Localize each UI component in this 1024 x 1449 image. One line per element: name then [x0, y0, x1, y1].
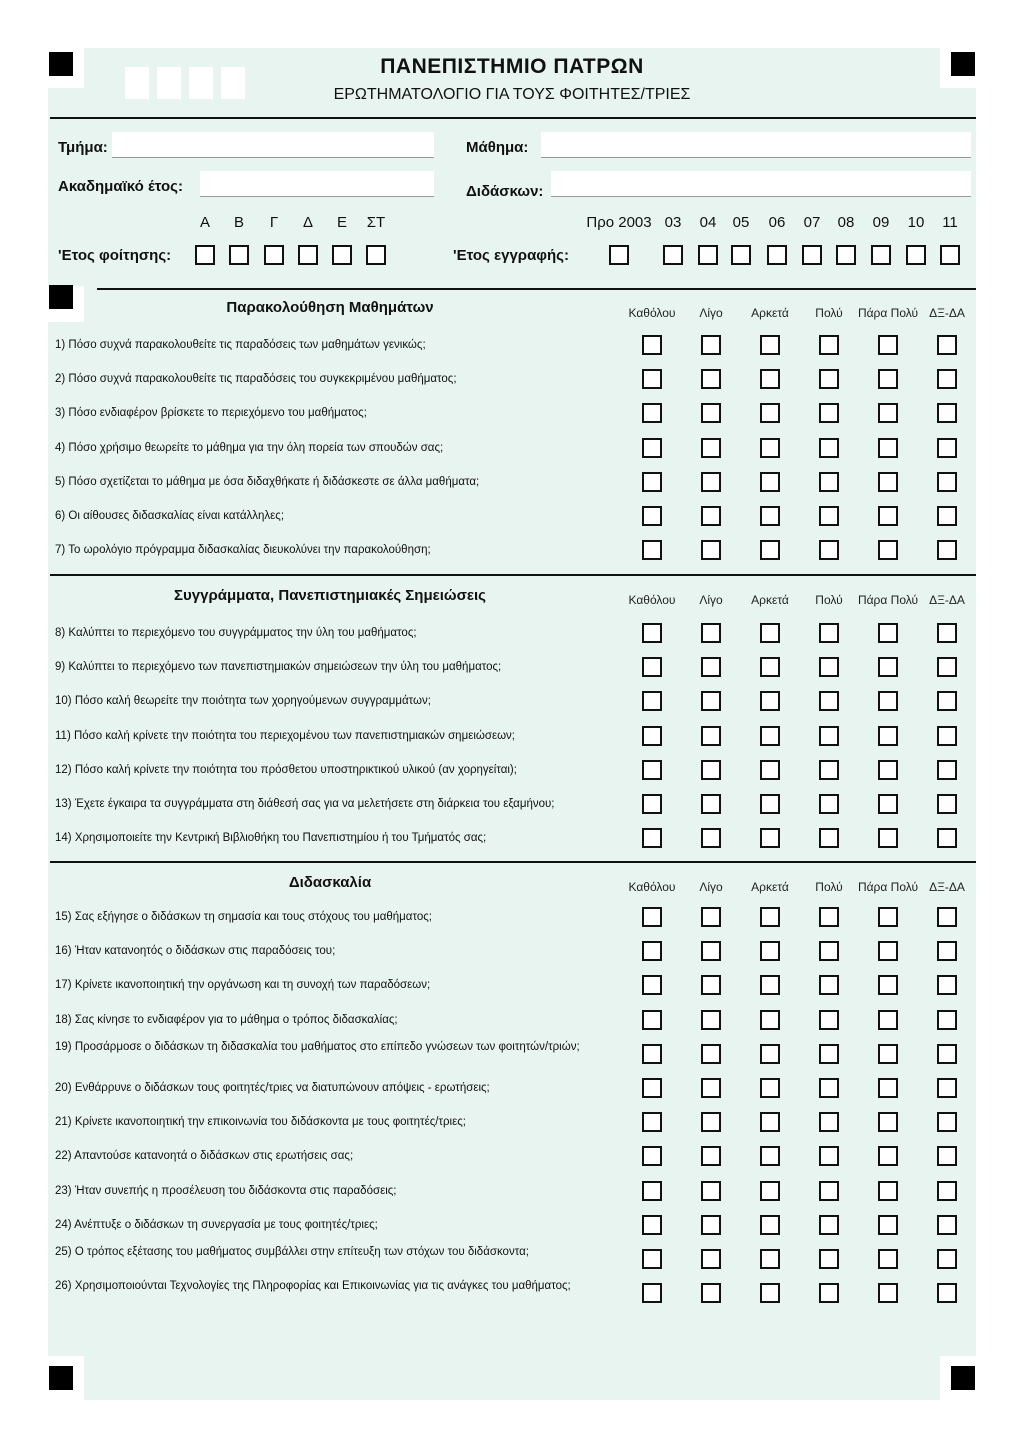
- rating-checkbox[interactable]: [937, 794, 957, 814]
- rating-checkbox[interactable]: [878, 1283, 898, 1303]
- rating-checkbox[interactable]: [937, 472, 957, 492]
- study-year-option-label: ΣΤ: [366, 214, 386, 231]
- rating-checkbox[interactable]: [642, 472, 662, 492]
- rating-checkbox[interactable]: [642, 691, 662, 711]
- rating-checkbox[interactable]: [878, 907, 898, 927]
- rating-checkbox[interactable]: [819, 1078, 839, 1098]
- rating-checkbox[interactable]: [819, 1249, 839, 1269]
- scale-label: Πολύ: [815, 306, 843, 320]
- rating-checkbox[interactable]: [937, 1010, 957, 1030]
- rating-checkbox[interactable]: [878, 540, 898, 560]
- rating-checkbox[interactable]: [760, 975, 780, 995]
- enrollment-year-option-label: 04: [699, 214, 717, 231]
- rating-checkbox[interactable]: [701, 1249, 721, 1269]
- rating-checkbox[interactable]: [701, 506, 721, 526]
- study-year-option-label: Ε: [336, 214, 347, 231]
- rating-checkbox[interactable]: [819, 657, 839, 677]
- study-year-checkbox[interactable]: [195, 245, 215, 265]
- rating-checkbox[interactable]: [760, 335, 780, 355]
- rating-checkbox[interactable]: [642, 1010, 662, 1030]
- study-year-option-label: Γ: [269, 214, 279, 231]
- rating-checkbox[interactable]: [760, 1112, 780, 1132]
- rating-checkbox[interactable]: [760, 941, 780, 961]
- rating-checkbox[interactable]: [642, 726, 662, 746]
- rating-checkbox[interactable]: [642, 1249, 662, 1269]
- rating-checkbox[interactable]: [760, 726, 780, 746]
- rating-checkbox[interactable]: [937, 657, 957, 677]
- course-label: Μάθημα:: [466, 139, 529, 156]
- question-text: 16) Ήταν κατανοητός ο διδάσκων στις παραδόσεις του;: [55, 945, 336, 957]
- rating-checkbox[interactable]: [819, 760, 839, 780]
- rating-checkbox[interactable]: [819, 369, 839, 389]
- rating-checkbox[interactable]: [701, 1181, 721, 1201]
- form-title: ΕΡΩΤΗΜΑΤΟΛΟΓΙΟ ΓΙΑ ΤΟΥΣ ΦΟΙΤΗΤΕΣ/ΤΡΙΕΣ: [333, 86, 691, 103]
- rating-checkbox[interactable]: [701, 369, 721, 389]
- rating-checkbox[interactable]: [701, 760, 721, 780]
- rating-checkbox[interactable]: [937, 506, 957, 526]
- scale-label: Καθόλου: [628, 306, 676, 320]
- rating-checkbox[interactable]: [878, 760, 898, 780]
- rating-checkbox[interactable]: [878, 1146, 898, 1166]
- rating-checkbox[interactable]: [701, 907, 721, 927]
- rating-checkbox[interactable]: [878, 975, 898, 995]
- question-text: 1) Πόσο συχνά παρακολουθείτε τις παραδόσεις των μαθημάτων γενικώς;: [55, 339, 426, 351]
- rating-checkbox[interactable]: [642, 657, 662, 677]
- rating-checkbox[interactable]: [878, 438, 898, 458]
- rating-checkbox[interactable]: [701, 540, 721, 560]
- rating-checkbox[interactable]: [937, 975, 957, 995]
- rating-checkbox[interactable]: [642, 369, 662, 389]
- rating-checkbox[interactable]: [642, 941, 662, 961]
- question-text: 12) Πόσο καλή κρίνετε την ποιότητα του πρόσθετου υποστηρικτικού υλικού (αν χορηγείται);: [55, 764, 517, 776]
- question-text: 10) Πόσο καλή θεωρείτε την ποιότητα των χορηγούμενων συγγραμμάτων;: [55, 695, 431, 707]
- rating-checkbox[interactable]: [819, 1044, 839, 1064]
- study-year-checkbox[interactable]: [229, 245, 249, 265]
- rating-checkbox[interactable]: [878, 335, 898, 355]
- rating-checkbox[interactable]: [701, 975, 721, 995]
- section-title: Συγγράμματα, Πανεπιστημιακές Σημειώσεις: [174, 587, 486, 604]
- rating-checkbox[interactable]: [701, 794, 721, 814]
- rating-checkbox[interactable]: [937, 335, 957, 355]
- question-text: 26) Χρησιμοποιούνται Τεχνολογίες της Πληροφορίας και Επικοινωνίας για τις ανάγκες του μαθήματος;: [55, 1280, 571, 1292]
- registration-marker: [951, 1366, 975, 1390]
- registration-marker: [49, 1366, 73, 1390]
- rating-checkbox[interactable]: [819, 1010, 839, 1030]
- section-title: Παρακολούθηση Μαθημάτων: [226, 299, 434, 316]
- rating-checkbox[interactable]: [760, 438, 780, 458]
- question-text: 4) Πόσο χρήσιμο θεωρείτε το μάθημα για την όλη πορεία των σπουδών σας;: [55, 442, 444, 454]
- rating-checkbox[interactable]: [642, 1044, 662, 1064]
- rating-checkbox[interactable]: [642, 907, 662, 927]
- rating-checkbox[interactable]: [878, 828, 898, 848]
- rating-checkbox[interactable]: [642, 1146, 662, 1166]
- rating-checkbox[interactable]: [937, 1146, 957, 1166]
- rating-checkbox[interactable]: [760, 623, 780, 643]
- rating-checkbox[interactable]: [878, 726, 898, 746]
- enrollment-year-checkbox[interactable]: [836, 245, 856, 265]
- rating-checkbox[interactable]: [878, 506, 898, 526]
- question-text: 11) Πόσο καλή κρίνετε την ποιότητα του περιεχομένου των πανεπιστημιακών σημειώσεων;: [55, 730, 516, 742]
- rating-checkbox[interactable]: [760, 540, 780, 560]
- scale-label: Καθόλου: [628, 593, 676, 607]
- scale-label: Αρκετά: [751, 593, 789, 607]
- study-year-checkbox[interactable]: [332, 245, 352, 265]
- rating-checkbox[interactable]: [937, 438, 957, 458]
- rating-checkbox[interactable]: [760, 1044, 780, 1064]
- section-divider: [97, 288, 976, 290]
- question-text: 18) Σας κίνησε το ενδιαφέρον για το μάθημα ο τρόπος διδασκαλίας;: [55, 1014, 398, 1026]
- rating-checkbox[interactable]: [819, 403, 839, 423]
- section-divider: [50, 574, 976, 576]
- rating-checkbox[interactable]: [878, 794, 898, 814]
- enrollment-year-checkbox[interactable]: [663, 245, 683, 265]
- rating-checkbox[interactable]: [878, 623, 898, 643]
- rating-checkbox[interactable]: [701, 1078, 721, 1098]
- department-input[interactable]: [112, 132, 434, 158]
- question-text: 19) Προσάρμοσε ο διδάσκων τη διδασκαλία του μαθήματος στο επίπεδο γνώσεων των φοιτητών/τριών;: [55, 1041, 580, 1053]
- department-label: Τμήμα:: [58, 139, 108, 156]
- rating-checkbox[interactable]: [701, 657, 721, 677]
- question-text: 8) Καλύπτει το περιεχόμενο του συγγράμματος την ύλη του μαθήματος;: [55, 627, 417, 639]
- rating-checkbox[interactable]: [937, 691, 957, 711]
- study-year-option-label: Α: [199, 214, 210, 231]
- rating-checkbox[interactable]: [642, 506, 662, 526]
- enrollment-year-option-label: 11: [942, 214, 958, 231]
- rating-checkbox[interactable]: [878, 1215, 898, 1235]
- enrollment-year-label: 'Ετος εγγραφής:: [453, 247, 569, 264]
- rating-checkbox[interactable]: [642, 828, 662, 848]
- scale-label: Αρκετά: [751, 880, 789, 894]
- rating-checkbox[interactable]: [642, 1181, 662, 1201]
- rating-checkbox[interactable]: [937, 1181, 957, 1201]
- scale-label: Πάρα Πολύ: [857, 880, 919, 894]
- scale-label: Καθόλου: [628, 880, 676, 894]
- rating-checkbox[interactable]: [937, 1078, 957, 1098]
- rating-checkbox[interactable]: [701, 403, 721, 423]
- rating-checkbox[interactable]: [819, 828, 839, 848]
- rating-checkbox[interactable]: [760, 794, 780, 814]
- enrollment-year-option-label: 08: [837, 214, 855, 231]
- instructor-input[interactable]: [551, 171, 971, 197]
- scale-label: Πολύ: [815, 880, 843, 894]
- enrollment-year-checkbox[interactable]: [871, 245, 891, 265]
- section-divider: [50, 861, 976, 863]
- question-text: 5) Πόσο σχετίζεται το μάθημα με όσα διδαχθήκατε ή διδάσκεστε σε άλλα μαθήματα;: [55, 476, 480, 488]
- rating-checkbox[interactable]: [760, 1010, 780, 1030]
- rating-checkbox[interactable]: [701, 726, 721, 746]
- question-text: 6) Οι αίθουσες διδασκαλίας είναι κατάλληλες;: [55, 510, 285, 522]
- rating-checkbox[interactable]: [760, 506, 780, 526]
- instructor-label: Διδάσκων:: [466, 183, 544, 200]
- rating-checkbox[interactable]: [760, 1283, 780, 1303]
- rating-checkbox[interactable]: [819, 472, 839, 492]
- rating-checkbox[interactable]: [937, 1112, 957, 1132]
- question-text: 22) Απαντούσε κατανοητά ο διδάσκων στις ερωτήσεις σας;: [55, 1150, 354, 1162]
- rating-checkbox[interactable]: [642, 335, 662, 355]
- question-text: 24) Ανέπτυξε ο διδάσκων τη συνεργασία με τους φοιτητές/τριες;: [55, 1219, 378, 1231]
- scale-label: ΔΞ-ΔΑ: [929, 593, 965, 607]
- enrollment-year-checkbox[interactable]: [940, 245, 960, 265]
- rating-checkbox[interactable]: [878, 472, 898, 492]
- enrollment-year-option-label: 07: [803, 214, 821, 231]
- question-text: 7) Το ωρολόγιο πρόγραμμα διδασκαλίας διευκολύνει την παρακολούθηση;: [55, 544, 431, 556]
- rating-checkbox[interactable]: [819, 975, 839, 995]
- rating-checkbox[interactable]: [760, 907, 780, 927]
- rating-checkbox[interactable]: [937, 369, 957, 389]
- enrollment-year-option-label: 03: [664, 214, 682, 231]
- rating-checkbox[interactable]: [878, 657, 898, 677]
- rating-checkbox[interactable]: [937, 1249, 957, 1269]
- rating-checkbox[interactable]: [760, 1181, 780, 1201]
- rating-checkbox[interactable]: [819, 907, 839, 927]
- rating-checkbox[interactable]: [642, 794, 662, 814]
- rating-checkbox[interactable]: [642, 1112, 662, 1132]
- course-input[interactable]: [541, 132, 971, 158]
- rating-checkbox[interactable]: [937, 623, 957, 643]
- question-text: 25) Ο τρόπος εξέτασης του μαθήματος συμβάλλει στην επίτευξη των στόχων του διδάσκοντα;: [55, 1246, 529, 1258]
- rating-checkbox[interactable]: [701, 941, 721, 961]
- rating-checkbox[interactable]: [819, 1215, 839, 1235]
- rating-checkbox[interactable]: [878, 1112, 898, 1132]
- question-text: 2) Πόσο συχνά παρακολουθείτε τις παραδόσεις του συγκεκριμένου μαθήματος;: [55, 373, 457, 385]
- rating-checkbox[interactable]: [701, 1215, 721, 1235]
- rating-checkbox[interactable]: [642, 623, 662, 643]
- rating-checkbox[interactable]: [878, 1249, 898, 1269]
- rating-checkbox[interactable]: [642, 975, 662, 995]
- rating-checkbox[interactable]: [642, 438, 662, 458]
- enrollment-year-option-label: 10: [907, 214, 925, 231]
- enrollment-year-option-label: 06: [768, 214, 786, 231]
- rating-checkbox[interactable]: [819, 941, 839, 961]
- rating-checkbox[interactable]: [937, 540, 957, 560]
- university-title: ΠΑΝΕΠΙΣΤΗΜΙΟ ΠΑΤΡΩΝ: [380, 55, 644, 78]
- rating-checkbox[interactable]: [878, 941, 898, 961]
- rating-checkbox[interactable]: [819, 726, 839, 746]
- rating-checkbox[interactable]: [760, 472, 780, 492]
- rating-checkbox[interactable]: [760, 1249, 780, 1269]
- rating-checkbox[interactable]: [819, 540, 839, 560]
- rating-checkbox[interactable]: [819, 438, 839, 458]
- rating-checkbox[interactable]: [760, 1215, 780, 1235]
- enrollment-year-checkbox[interactable]: [767, 245, 787, 265]
- scale-label: ΔΞ-ΔΑ: [929, 306, 965, 320]
- question-text: 21) Κρίνετε ικανοποιητική την επικοινωνία του διδάσκοντα με τους φοιτητές/τριες;: [55, 1116, 466, 1128]
- rating-checkbox[interactable]: [701, 623, 721, 643]
- enrollment-year-option-label: 09: [872, 214, 890, 231]
- enrollment-year-checkbox[interactable]: [609, 245, 629, 265]
- scale-label: Λίγο: [699, 306, 723, 320]
- rating-checkbox[interactable]: [937, 941, 957, 961]
- question-text: 13) Έχετε έγκαιρα τα συγγράμματα στη διάθεσή σας για να μελετήσετε στη διάρκεια του εξαμήνου;: [55, 798, 555, 810]
- academic-year-label: Ακαδημαϊκό έτος:: [58, 178, 183, 195]
- question-text: 15) Σας εξήγησε ο διδάσκων τη σημασία και τους στόχους του μαθήματος;: [55, 911, 432, 923]
- rating-checkbox[interactable]: [819, 1112, 839, 1132]
- rating-checkbox[interactable]: [937, 1283, 957, 1303]
- rating-checkbox[interactable]: [760, 760, 780, 780]
- rating-checkbox[interactable]: [878, 1181, 898, 1201]
- rating-checkbox[interactable]: [819, 1181, 839, 1201]
- rating-checkbox[interactable]: [642, 1078, 662, 1098]
- rating-checkbox[interactable]: [819, 691, 839, 711]
- scale-label: Πολύ: [815, 593, 843, 607]
- scale-label: Λίγο: [699, 880, 723, 894]
- study-year-checkbox[interactable]: [298, 245, 318, 265]
- rating-checkbox[interactable]: [819, 335, 839, 355]
- rating-checkbox[interactable]: [878, 1010, 898, 1030]
- section-title: Διδασκαλία: [288, 874, 372, 891]
- enrollment-year-checkbox[interactable]: [698, 245, 718, 265]
- rating-checkbox[interactable]: [937, 828, 957, 848]
- rating-checkbox[interactable]: [937, 1044, 957, 1064]
- rating-checkbox[interactable]: [937, 403, 957, 423]
- rating-checkbox[interactable]: [701, 1010, 721, 1030]
- question-text: 14) Χρησιμοποιείτε την Κεντρική Βιβλιοθήκη του Πανεπιστημίου ή του Τμήματός σας;: [55, 832, 487, 844]
- academic-year-input[interactable]: [200, 171, 434, 197]
- enrollment-year-option-label: Προ 2003: [586, 214, 652, 231]
- rating-checkbox[interactable]: [701, 335, 721, 355]
- rating-checkbox[interactable]: [701, 1044, 721, 1064]
- rating-checkbox[interactable]: [760, 1078, 780, 1098]
- rating-checkbox[interactable]: [819, 1146, 839, 1166]
- rating-checkbox[interactable]: [701, 472, 721, 492]
- scale-label: Πάρα Πολύ: [857, 593, 919, 607]
- question-text: 3) Πόσο ενδιαφέρον βρίσκετε το περιεχόμενο του μαθήματος;: [55, 407, 367, 419]
- rating-checkbox[interactable]: [642, 403, 662, 423]
- study-year-checkbox[interactable]: [264, 245, 284, 265]
- rating-checkbox[interactable]: [878, 403, 898, 423]
- rating-checkbox[interactable]: [760, 828, 780, 848]
- rating-checkbox[interactable]: [642, 1215, 662, 1235]
- rating-checkbox[interactable]: [819, 623, 839, 643]
- rating-checkbox[interactable]: [819, 1283, 839, 1303]
- rating-checkbox[interactable]: [819, 506, 839, 526]
- rating-checkbox[interactable]: [642, 760, 662, 780]
- rating-checkbox[interactable]: [760, 1146, 780, 1166]
- rating-checkbox[interactable]: [701, 691, 721, 711]
- rating-checkbox[interactable]: [760, 691, 780, 711]
- study-year-label: 'Ετος φοίτησης:: [58, 247, 172, 264]
- enrollment-year-checkbox[interactable]: [731, 245, 751, 265]
- study-year-option-label: Δ: [302, 214, 314, 231]
- question-text: 23) Ήταν συνεπής η προσέλευση του διδάσκοντα στις παραδόσεις;: [55, 1185, 397, 1197]
- rating-checkbox[interactable]: [878, 1078, 898, 1098]
- rating-checkbox[interactable]: [760, 369, 780, 389]
- rating-checkbox[interactable]: [819, 794, 839, 814]
- study-year-checkbox[interactable]: [366, 245, 386, 265]
- rating-checkbox[interactable]: [937, 726, 957, 746]
- registration-marker: [49, 285, 73, 309]
- scale-label: Πάρα Πολύ: [857, 306, 919, 320]
- enrollment-year-checkbox[interactable]: [906, 245, 926, 265]
- rating-checkbox[interactable]: [760, 657, 780, 677]
- question-text: 20) Ενθάρρυνε ο διδάσκων τους φοιτητές/τριες να διατυπώνουν απόψεις - ερωτήσεις;: [55, 1082, 490, 1094]
- scale-label: Αρκετά: [751, 306, 789, 320]
- rating-checkbox[interactable]: [701, 1112, 721, 1132]
- rating-checkbox[interactable]: [701, 828, 721, 848]
- rating-checkbox[interactable]: [701, 1146, 721, 1166]
- rating-checkbox[interactable]: [937, 760, 957, 780]
- rating-checkbox[interactable]: [937, 1215, 957, 1235]
- rating-checkbox[interactable]: [701, 1283, 721, 1303]
- enrollment-year-checkbox[interactable]: [802, 245, 822, 265]
- rating-checkbox[interactable]: [878, 369, 898, 389]
- rating-checkbox[interactable]: [937, 907, 957, 927]
- question-text: 17) Κρίνετε ικανοποιητική την οργάνωση και τη συνοχή των παραδόσεων;: [55, 979, 431, 991]
- study-year-option-label: Β: [233, 214, 244, 231]
- rating-checkbox[interactable]: [642, 1283, 662, 1303]
- rating-checkbox[interactable]: [642, 540, 662, 560]
- enrollment-year-option-label: 05: [732, 214, 750, 231]
- rating-checkbox[interactable]: [760, 403, 780, 423]
- scale-label: Λίγο: [699, 593, 723, 607]
- rating-checkbox[interactable]: [878, 1044, 898, 1064]
- scale-label: ΔΞ-ΔΑ: [929, 880, 965, 894]
- divider: [50, 117, 976, 119]
- question-text: 9) Καλύπτει το περιεχόμενο των πανεπιστημιακών σημειώσεων την ύλη του μαθήματος;: [55, 661, 502, 673]
- rating-checkbox[interactable]: [878, 691, 898, 711]
- rating-checkbox[interactable]: [701, 438, 721, 458]
